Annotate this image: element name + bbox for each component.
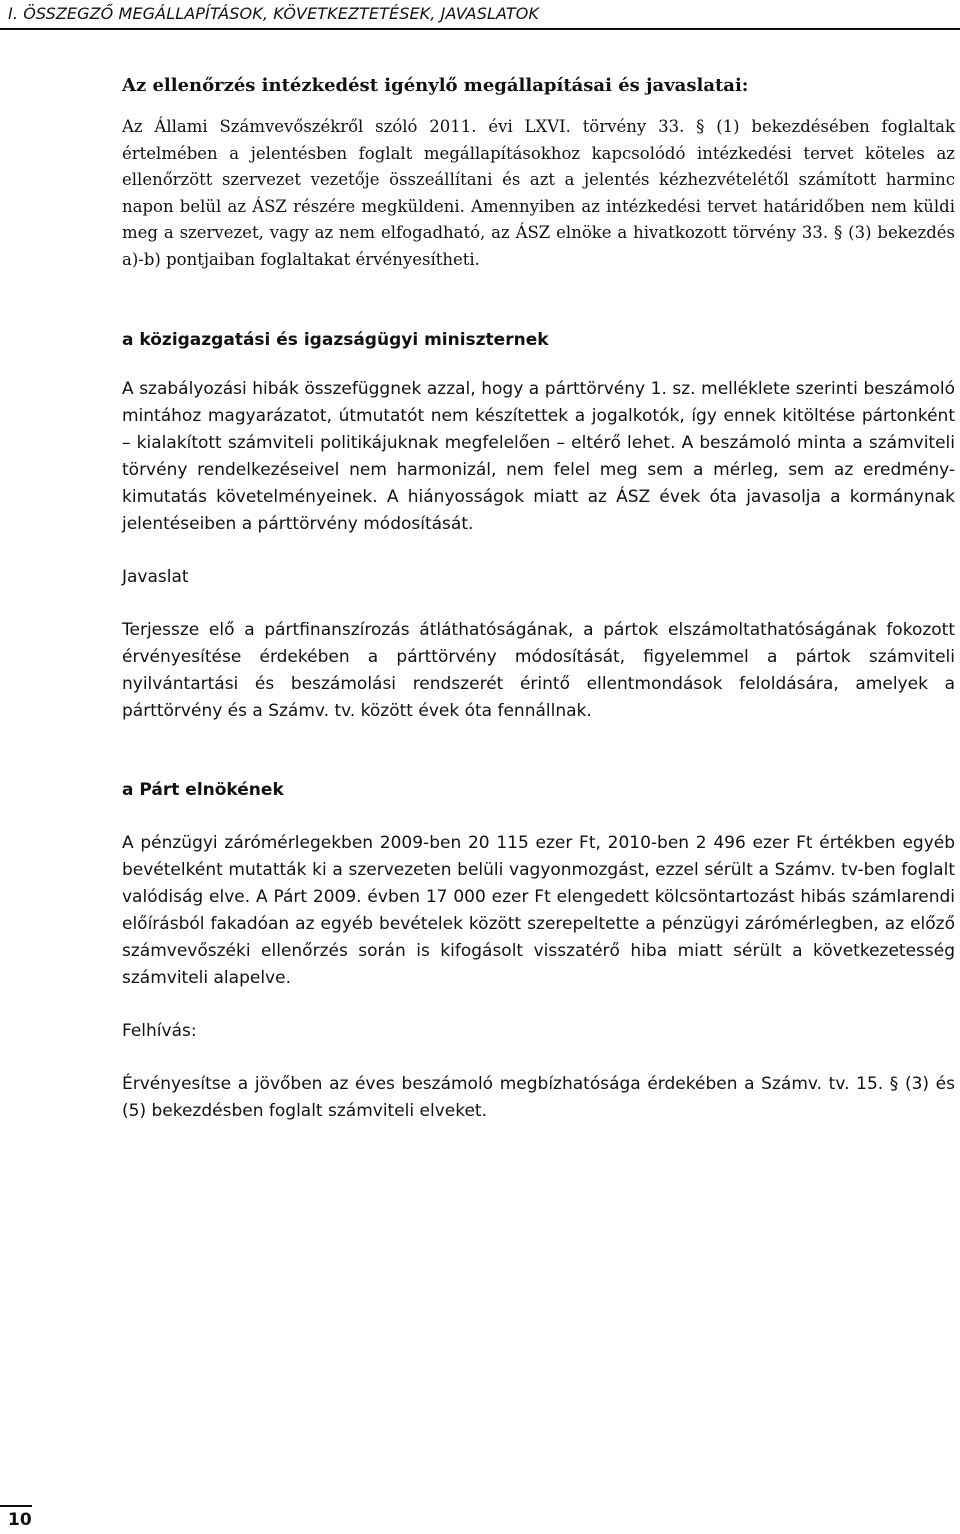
party-finding: A pénzügyi zárómérlegekben 2009-ben 20 115 ezer Ft, 2010-ben 2 496 ezer Ft értékben egyéb bevételként mutatták ki a szervezeten belüli vagyonmozgást, ezzel sérült a Számv. tv-ben foglalt valódiság elve. A Párt 2009. évben 17 000 ezer Ft elengedett kölcsöntartozást hibás számlarendi előírásból fakadóan az egyéb bevételek között szerepeltette a pénzügyi zárómérlegben, az előző számvevőszéki ellenőrzés során is kifogásolt visszatérő hiba miatt sérült a következetesség számviteli alapelve. [122,833,955,988]
running-header [0,0,960,30]
recommendation-label: Javaslat [122,567,189,587]
footer-rule [0,1505,32,1507]
recommendation-text: Terjessze elő a pártfinanszírozás átláthatóságának, a pártok elszámoltathatóságának fokozott érvényesítése érdekében a párttörvény módosítását, figyelemmel a pártok számviteli nyilvántartási és beszámolási rendszerét érintő ellentmondások feloldására, amelyek a párttörvény és a Számv. tv. között évek óta fennállnak. [122,620,955,721]
party-heading: a Párt elnökének [122,780,284,800]
page-body [122,72,955,1125]
minister-heading: a közigazgatási és igazságügyi miniszternek [122,330,549,350]
call-label: Felhívás: [122,1021,197,1041]
page-number: 10 [8,1510,32,1530]
minister-finding: A szabályozási hibák összefüggnek azzal, hogy a párttörvény 1. sz. melléklete szerinti beszámoló mintához magyarázatot, útmutatót nem készítettek a jogalkotók, így ennek kitöltése pártonként – kialakított számviteli politikájuknak megfelelően – eltérő lehet. A beszámoló minta a számviteli törvény rendelkezéseivel nem harmonizál, nem felel meg sem a mérleg, sem az eredmény-kimutatás követelményeinek. A hiányosságok miatt az ÁSZ évek óta javasolja a kormánynak jelentéseiben a párttörvény módosítását. [122,379,955,534]
call-text: Érvényesítse a jövőben az éves beszámoló megbízhatósága érdekében a Számv. tv. 15. § (3) és (5) bekezdésben foglalt számviteli elveket. [122,1074,955,1121]
chapter-title: I. ÖSSZEGZŐ MEGÁLLAPÍTÁSOK, KÖVETKEZTETÉSEK, JAVASLATOK [8,4,540,23]
section-title: Az ellenőrzés intézkedést igénylő megállapításai és javaslatai: [122,75,749,96]
intro-paragraph: Az Állami Számvevőszékről szóló 2011. évi LXVI. törvény 33. § (1) bekezdésében foglaltak értelmében a jelentésben foglalt megállapításokhoz kapcsolódó intézkedési tervet köteles az ellenőrzött szervezet vezetője összeállítani és azt a jelentés kézhezvételétől számított harminc napon belül az ÁSZ részére megküldeni. Amennyiben az intézkedési tervet határidőben nem küldi meg a szervezet, vagy az nem elfogadható, az ÁSZ elnöke a hivatkozott törvény 33. § (3) bekezdés a)-b) pontjaiban foglaltakat érvényesítheti. [122,117,955,269]
